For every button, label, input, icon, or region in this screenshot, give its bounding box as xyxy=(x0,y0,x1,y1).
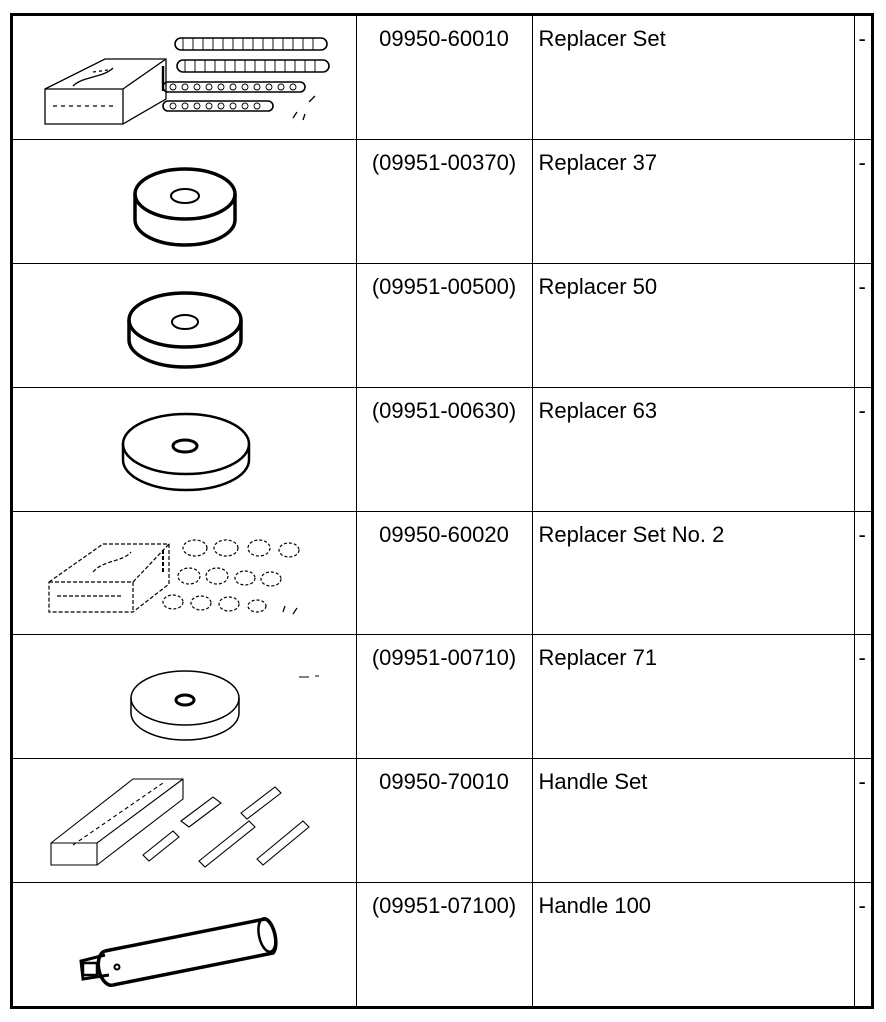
part-number: (09951-00630) xyxy=(356,387,532,511)
remark: - xyxy=(854,635,871,759)
table-row xyxy=(13,387,871,511)
table-row xyxy=(13,882,871,1006)
part-number: (09951-00370) xyxy=(356,140,532,264)
tool-illustration-cell xyxy=(13,882,356,1006)
tool-name: Replacer Set No. 2 xyxy=(532,511,854,635)
replacer-disc-icon xyxy=(13,635,356,758)
tool-illustration-cell xyxy=(13,264,356,388)
tool-illustration-cell xyxy=(13,635,356,759)
tool-name: Replacer 71 xyxy=(532,635,854,759)
part-number: (09951-07100) xyxy=(356,882,532,1006)
handle-icon xyxy=(13,883,356,1006)
tool-name: Replacer 37 xyxy=(532,140,854,264)
tool-illustration-cell xyxy=(13,140,356,264)
tool-name: Replacer Set xyxy=(532,16,854,140)
part-number: (09951-00710) xyxy=(356,635,532,759)
part-number: 09950-60010 xyxy=(356,16,532,140)
remark: - xyxy=(854,264,871,388)
tool-name: Handle Set xyxy=(532,759,854,883)
replacer-disc-icon xyxy=(13,388,356,511)
remark: - xyxy=(854,882,871,1006)
tool-illustration-cell xyxy=(13,511,356,635)
table-row xyxy=(13,264,871,388)
tool-illustration-cell xyxy=(13,387,356,511)
tool-illustration-cell xyxy=(13,16,356,140)
replacer-set-case-icon xyxy=(13,512,356,635)
part-number: 09950-60020 xyxy=(356,511,532,635)
tool-name: Replacer 50 xyxy=(532,264,854,388)
table-row xyxy=(13,759,871,883)
tool-name: Replacer 63 xyxy=(532,387,854,511)
remark: - xyxy=(854,759,871,883)
part-number: 09950-70010 xyxy=(356,759,532,883)
remark: - xyxy=(854,140,871,264)
handle-set-icon xyxy=(13,759,356,882)
part-number: (09951-00500) xyxy=(356,264,532,388)
table-row xyxy=(13,635,871,759)
tool-illustration-cell xyxy=(13,759,356,883)
remark: - xyxy=(854,511,871,635)
special-tools-table-frame xyxy=(10,13,874,1009)
remark: - xyxy=(854,16,871,140)
tool-name: Handle 100 xyxy=(532,882,854,1006)
table-row xyxy=(13,511,871,635)
remark: - xyxy=(854,387,871,511)
table-row xyxy=(13,16,871,140)
table-row xyxy=(13,140,871,264)
replacer-set-case-icon xyxy=(13,16,356,139)
replacer-disc-icon xyxy=(13,140,356,263)
replacer-disc-icon xyxy=(13,264,356,387)
special-tools-table xyxy=(13,16,871,1006)
